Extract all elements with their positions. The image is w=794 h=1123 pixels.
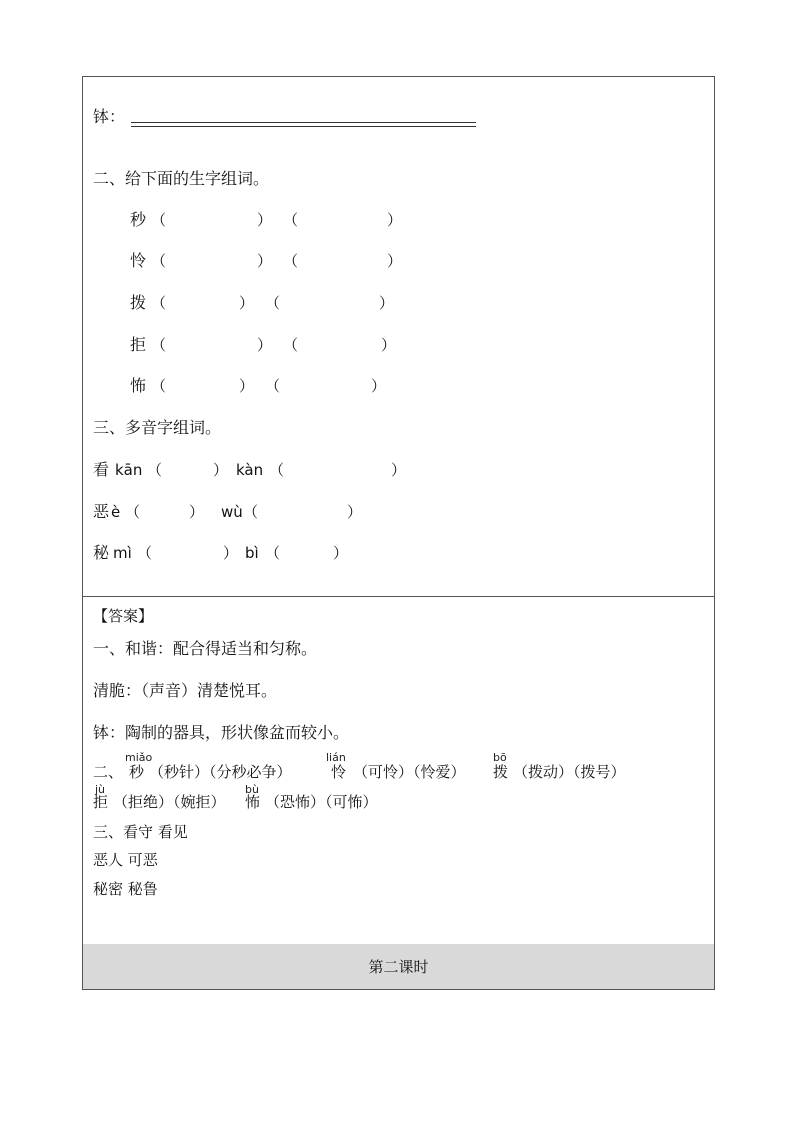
answer-words: （恐怖）（可怖） xyxy=(265,793,378,811)
answer-words: （秒针）（分秒必争） xyxy=(149,763,292,781)
blank-close: ） xyxy=(379,294,395,312)
q2-title: 二、给下面的生字组词。 xyxy=(93,169,270,188)
q2-char: 怖 xyxy=(130,376,147,395)
answer-char: 怜 xyxy=(331,763,347,781)
blank-open: （ xyxy=(265,377,281,395)
blank-close: ） xyxy=(257,336,273,354)
blank-open: （ xyxy=(151,211,167,229)
blank-open: （ xyxy=(243,503,259,521)
answers-heading: 【答案】 xyxy=(93,607,154,625)
blank-close: ） xyxy=(347,503,363,521)
q2-char: 秒 xyxy=(130,210,147,229)
blank-open: （ xyxy=(125,503,141,521)
answers-section xyxy=(83,596,714,945)
blank-close: ） xyxy=(223,544,239,562)
blank-close: ） xyxy=(333,544,349,562)
answer-char: 秒 xyxy=(129,763,145,781)
answer-words: （拒绝）（婉拒） xyxy=(113,793,226,811)
pinyin: kān xyxy=(115,461,143,479)
answer-char: 拨 xyxy=(493,763,509,781)
blank-close: ） xyxy=(239,294,255,312)
pinyin: bì xyxy=(245,544,259,562)
q3-char: 看 xyxy=(93,460,110,479)
blank-open: （ xyxy=(283,252,299,270)
pinyin-annotation: bō xyxy=(493,751,507,764)
pinyin-annotation: lián xyxy=(326,751,346,764)
q3-char: 恶 xyxy=(93,502,110,521)
blank-open: （ xyxy=(147,461,163,479)
blank-open: （ xyxy=(265,294,281,312)
lesson-period-header xyxy=(83,944,714,989)
pinyin: mì xyxy=(113,544,132,562)
q2-char: 拨 xyxy=(130,293,147,312)
blank-close: ） xyxy=(371,377,387,395)
answer-words: （拨动）（拨号） xyxy=(513,763,626,781)
answer-char: 怖 xyxy=(245,793,261,811)
blank-close: ） xyxy=(213,461,229,479)
answer-prefix: 二、 xyxy=(93,763,124,781)
bo-label: 钵： xyxy=(93,107,126,126)
blank-close: ） xyxy=(257,252,273,270)
q2-char: 怜 xyxy=(130,251,147,270)
answer-words: （可怜）（怜爱） xyxy=(353,763,466,781)
q3-char: 秘 xyxy=(93,543,110,562)
blank-close: ） xyxy=(239,377,255,395)
blank-open: （ xyxy=(283,211,299,229)
answer-line: 钵：陶制的器具，形状像盆而较小。 xyxy=(93,723,350,742)
blank-close: ） xyxy=(189,503,205,521)
answer-line: 恶人 可恶 xyxy=(93,851,158,869)
answer-char: 拒 xyxy=(93,793,109,811)
answer-line: 清脆：（声音）清楚悦耳。 xyxy=(93,681,278,700)
answer-line: 一、和谐：配合得适当和匀称。 xyxy=(93,639,318,658)
blank-open: （ xyxy=(151,294,167,312)
pinyin-annotation: bù xyxy=(245,783,259,796)
blank-close: ） xyxy=(387,252,403,270)
blank-open: （ xyxy=(151,252,167,270)
q3-title: 三、多音字组词。 xyxy=(93,418,222,437)
blank-open: （ xyxy=(265,544,281,562)
answer-line: 秘密 秘鲁 xyxy=(93,880,158,898)
blank-close: ） xyxy=(381,336,397,354)
blank-open: （ xyxy=(283,336,299,354)
pinyin-annotation: jù xyxy=(95,783,106,796)
blank-close: ） xyxy=(387,211,403,229)
blank-open: （ xyxy=(137,544,153,562)
questions-section xyxy=(83,77,714,597)
pinyin-annotation: miǎo xyxy=(125,751,153,764)
answer-line: 三、看守 看见 xyxy=(93,823,188,841)
q2-char: 拒 xyxy=(130,335,147,354)
worksheet-table xyxy=(82,76,715,990)
blank-close: ） xyxy=(391,461,407,479)
pinyin: kàn xyxy=(236,461,264,479)
pinyin: wù xyxy=(221,503,243,521)
blank-open: （ xyxy=(151,336,167,354)
pinyin: è xyxy=(111,503,121,521)
blank-open: （ xyxy=(151,377,167,395)
bo-answer-blank[interactable] xyxy=(131,122,476,127)
blank-open: （ xyxy=(269,461,285,479)
lesson-period-label: 第二课时 xyxy=(368,958,429,976)
blank-close: ） xyxy=(257,211,273,229)
